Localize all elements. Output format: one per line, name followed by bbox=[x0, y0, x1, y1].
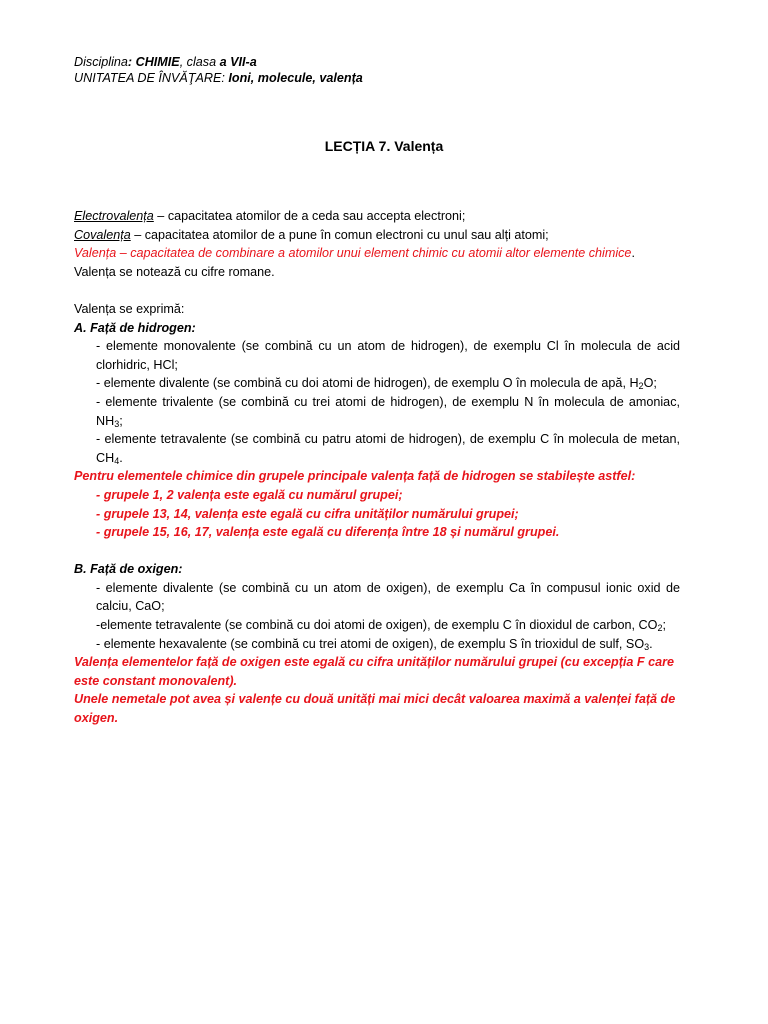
h-group-rule-2: - grupele 13, 14, valența este egală cu cifra unităților numărului grupei; bbox=[96, 506, 519, 521]
o-item-tetravalent: -elemente tetravalente (se combină cu doi atomi de oxigen), de exemplu C în dioxidul de carbon, $CO_2$; bbox=[96, 618, 666, 634]
h-item-trivalent: - elemente trivalente (se combină cu trei atomi de hidrogen), de exemplu N în molecula de amoniac, $NH_3$; bbox=[96, 394, 680, 429]
unit-line: UNITATEA DE ÎNVĂŢARE: Ioni, molecule, valența bbox=[74, 71, 363, 85]
h-item-monovalent: - elemente monovalente (se combină cu un atom de hidrogen), de exemplu Cl în molecula de acid clorhidric, HCl; bbox=[96, 339, 680, 372]
page-title: LECȚIA 7. Valența bbox=[324, 138, 444, 154]
document-header bbox=[74, 54, 363, 86]
hydrogen-rule: Pentru elementele chimice din grupele principale valența față de hidrogen se stabilește astfel: bbox=[74, 469, 636, 484]
hydrogen-heading: A. Față de hidrogen: bbox=[74, 320, 196, 335]
h-item-divalent: - elemente divalente (se combină cu doi atomi de hidrogen), de exemplu O în molecula de apă, $H_2O$; bbox=[96, 376, 657, 392]
h-item-tetravalent: - elemente tetravalente (se combină cu patru atomi de hidrogen), de exemplu C în molecula de metan, $CH_4$. bbox=[96, 432, 680, 466]
express-intro: Valența se exprimă: bbox=[74, 301, 185, 316]
o-item-divalent: - elemente divalente (se combină cu un atom de oxigen), de exemplu Ca în compusul ionic oxid de calciu, CaO; bbox=[96, 580, 680, 614]
oxygen-rule-2: Unele nemetale pot avea și valențe cu două unități mai mici decât valoarea maximă a valenței față de oxigen. bbox=[74, 692, 676, 726]
lesson-body bbox=[74, 207, 680, 728]
h-group-rule-1: - grupele 1, 2 valența este egală cu numărul grupei; bbox=[96, 487, 403, 502]
definition-electrovalenta: Electrovalența – capacitatea atomilor de a ceda sau accepta electroni; bbox=[74, 209, 466, 223]
oxygen-heading: B. Față de oxigen: bbox=[74, 562, 183, 577]
o-item-hexavalent: - elemente hexavalente (se combină cu trei atomi de oxigen), de exemplu S în trioxidul de sulf, $SO_3$. bbox=[96, 636, 653, 652]
subject-line: Disciplina: CHIMIE, clasa a VII-a bbox=[74, 55, 257, 69]
oxygen-rule-1: Valența elementelor față de oxigen este egală cu cifra unităților numărului grupei (cu excepția F care este constant monovalent). bbox=[74, 655, 675, 688]
definition-covalenta: Covalența – capacitatea atomilor de a pune în comun electroni cu unul sau alți atomi; bbox=[74, 227, 549, 242]
roman-note: Valența se notează cu cifre romane. bbox=[74, 264, 275, 279]
definition-valenta: Valența – capacitatea de combinare a atomilor unui element chimic cu atomii altor elemente chimice. bbox=[74, 246, 635, 261]
h-group-rule-3: - grupele 15, 16, 17, valența este egală cu diferența între 18 și numărul grupei. bbox=[96, 525, 560, 540]
